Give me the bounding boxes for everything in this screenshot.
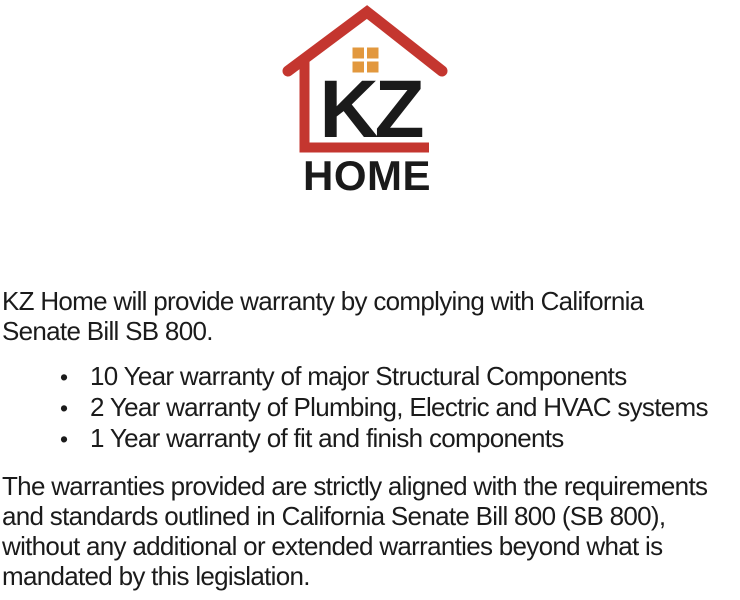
bullet-icon: • (60, 364, 68, 390)
intro-paragraph (0, 286, 740, 346)
closing-line: mandated by this legislation. (2, 561, 310, 591)
closing-line: and standards outlined in California Senate Bill 800 (SB 800), (2, 501, 666, 531)
list-item (60, 361, 740, 392)
roof-icon (288, 12, 442, 71)
logo-home-text: HOME (303, 152, 431, 194)
list-item (60, 423, 740, 454)
house-logo-icon (280, 4, 460, 194)
list-item (60, 392, 740, 423)
list-item-text: 1 Year warranty of fit and finish components (90, 423, 564, 453)
list-item-text: 2 Year warranty of Plumbing, Electric and HVAC systems (90, 392, 708, 422)
closing-paragraph (0, 471, 740, 591)
closing-line: without any additional or extended warranties beyond what is (2, 531, 663, 561)
logo-kz-text: KZ (319, 64, 421, 155)
window-pane (353, 48, 365, 59)
list-item-text: 10 Year warranty of major Structural Components (90, 361, 627, 391)
window-pane (367, 48, 379, 59)
intro-line: Senate Bill SB 800. (2, 316, 213, 346)
warranty-list (0, 361, 740, 454)
closing-line: The warranties provided are strictly aligned with the requirements (2, 471, 708, 501)
intro-line: KZ Home will provide warranty by complying with California (2, 286, 644, 316)
kz-home-logo (280, 4, 460, 194)
bullet-icon: • (60, 426, 68, 452)
document-body (0, 286, 740, 591)
bullet-icon: • (60, 395, 68, 421)
